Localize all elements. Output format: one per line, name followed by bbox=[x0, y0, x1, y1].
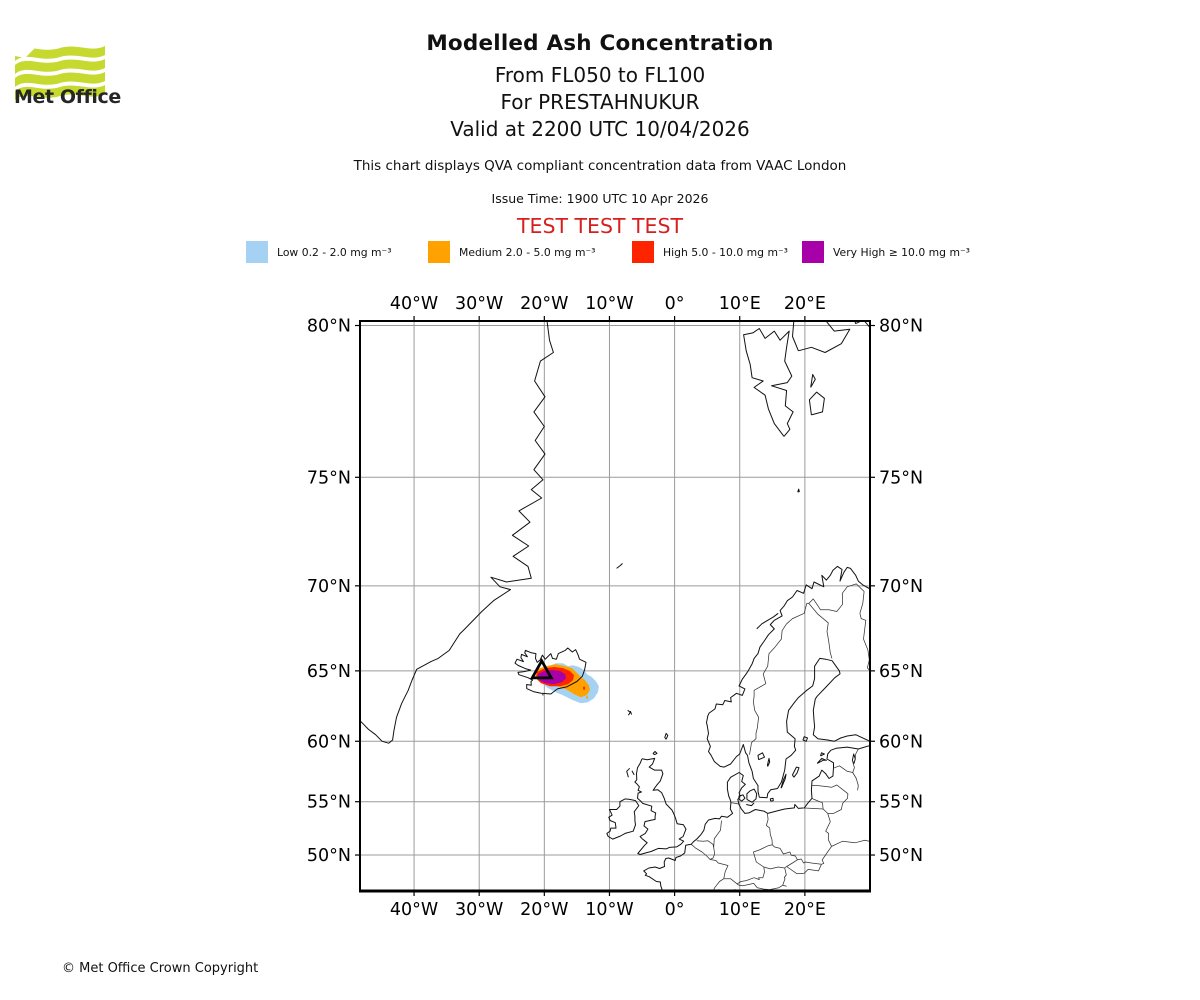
map-inner bbox=[359, 314, 871, 894]
subtitle-volcano: For PRESTAHNUKUR bbox=[500, 90, 700, 114]
lon-tick-label-top: 10°W bbox=[585, 294, 634, 314]
lon-tick-label-top: 30°W bbox=[455, 294, 504, 314]
page-title: Modelled Ash Concentration bbox=[426, 31, 774, 56]
coastlines bbox=[359, 314, 871, 892]
legend-swatch-high bbox=[632, 241, 654, 263]
lat-tick-label-right: 50°N bbox=[879, 846, 924, 867]
legend-label-medium: Medium 2.0 - 5.0 mg m⁻³ bbox=[459, 246, 596, 259]
lat-tick-label-right: 80°N bbox=[879, 316, 924, 337]
graticule bbox=[360, 321, 870, 891]
lat-tick-label-left: 80°N bbox=[306, 316, 351, 337]
lat-tick-label-right: 70°N bbox=[879, 576, 924, 597]
lon-tick-label-bottom: 20°E bbox=[783, 900, 826, 920]
lon-tick-label-bottom: 10°E bbox=[718, 900, 761, 920]
copyright-notice: © Met Office Crown Copyright bbox=[62, 961, 259, 976]
legend-label-low: Low 0.2 - 2.0 mg m⁻³ bbox=[277, 246, 392, 259]
met-office-logo-text: Met Office bbox=[14, 86, 121, 108]
lon-tick-label-top: 0° bbox=[664, 294, 685, 314]
qva-description: This chart displays QVA compliant concentration data from VAAC London bbox=[353, 158, 847, 174]
subtitle-flight-levels: From FL050 to FL100 bbox=[494, 63, 706, 87]
country-borders bbox=[691, 584, 871, 894]
lat-tick-label-left: 75°N bbox=[306, 468, 351, 489]
test-banner: TEST TEST TEST bbox=[516, 214, 684, 238]
lat-tick-label-left: 55°N bbox=[306, 792, 351, 813]
legend-swatch-medium bbox=[428, 241, 450, 263]
legend-swatch-very-high bbox=[802, 241, 824, 263]
lon-tick-label-bottom: 0° bbox=[664, 900, 685, 920]
legend-label-high: High 5.0 - 10.0 mg m⁻³ bbox=[663, 246, 788, 259]
lon-tick-label-top: 20°E bbox=[783, 294, 826, 314]
ash-contour-medium bbox=[586, 696, 588, 699]
lat-tick-label-left: 65°N bbox=[306, 661, 351, 682]
lon-tick-label-top: 40°W bbox=[389, 294, 439, 314]
lat-tick-label-left: 70°N bbox=[306, 576, 351, 597]
lat-tick-label-left: 60°N bbox=[306, 732, 351, 753]
lat-tick-label-right: 65°N bbox=[879, 661, 924, 682]
tick-labels bbox=[307, 294, 923, 920]
lon-tick-label-bottom: 10°W bbox=[585, 900, 634, 920]
lat-tick-label-right: 75°N bbox=[879, 468, 924, 489]
issue-time: Issue Time: 1900 UTC 10 Apr 2026 bbox=[491, 191, 709, 206]
lon-tick-label-bottom: 20°W bbox=[520, 900, 569, 920]
lon-tick-label-top: 20°W bbox=[520, 294, 569, 314]
ash-contour-high bbox=[583, 687, 585, 690]
legend-label-very-high: Very High ≥ 10.0 mg m⁻³ bbox=[833, 246, 970, 259]
map-frame bbox=[360, 321, 870, 891]
lat-tick-label-left: 50°N bbox=[306, 846, 351, 867]
lon-tick-label-bottom: 30°W bbox=[455, 900, 504, 920]
legend-swatch-low bbox=[246, 241, 268, 263]
lon-tick-label-top: 10°E bbox=[718, 294, 761, 314]
lon-tick-label-bottom: 40°W bbox=[389, 900, 439, 920]
lat-tick-label-right: 60°N bbox=[879, 732, 924, 753]
map-svg bbox=[280, 283, 960, 933]
ash-concentration-map bbox=[280, 283, 960, 933]
lat-tick-label-right: 55°N bbox=[879, 792, 924, 813]
subtitle-valid-time: Valid at 2200 UTC 10/04/2026 bbox=[450, 117, 750, 141]
